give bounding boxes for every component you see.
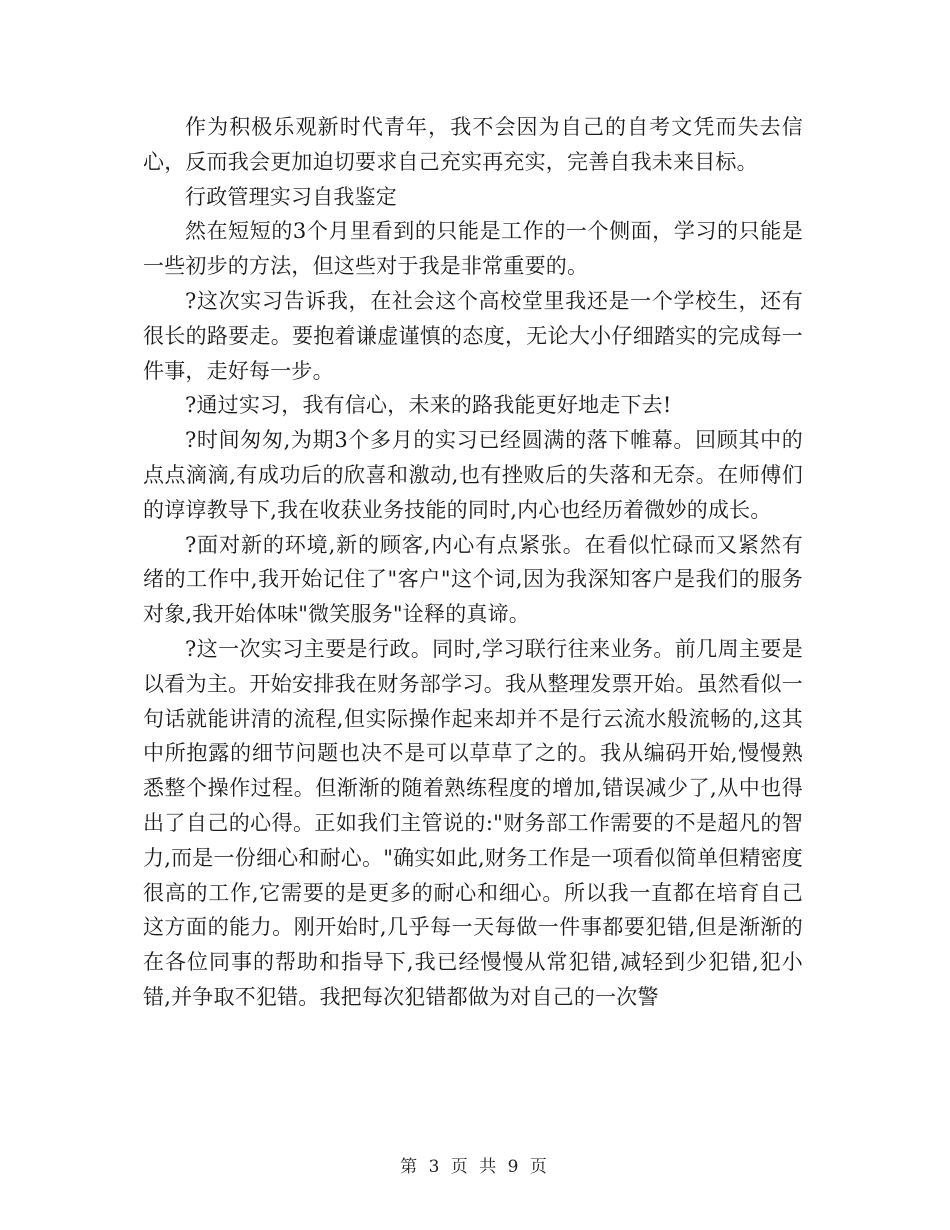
paragraph: ?时间匆匆,为期3个多月的实习已经圆满的落下帷幕。回顾其中的点点滴滴,有成功后的欣喜和激动,也有挫败后的失落和无奈。在师傅们的谆谆教导下,我在收获业务技能的同时,内心也经历着微妙的成长。 xyxy=(143,428,803,522)
page-number-footer: 第 3 页 共 9 页 xyxy=(400,1157,550,1177)
paragraph: ?面对新的环境,新的顾客,内心有点紧张。在看似忙碌而又紧然有绪的工作中,我开始记住了"客户"这个词,因为我深知客户是我们的服务对象,我开始体味"微笑服务"诠释的真谛。 xyxy=(143,532,803,627)
paragraph: 然在短短的3个月里看到的只能是工作的一个侧面，学习的只能是一些初步的方法，但这些对于我是非常重要的。 xyxy=(143,219,803,279)
paragraph: ?这一次实习主要是行政。同时,学习联行往来业务。前几周主要是以看为主。开始安排我在财务部学习。我从整理发票开始。虽然看似一句话就能讲清的流程,但实际操作起来却并不是行云流水般流畅的,这其中所抱露的细节问题也决不是可以草草了之的。我从编码开始,慢慢熟悉整个操作过程。但渐渐的随着熟练程度的增加,错误减少了,从中也得出了自己的心得。正如我们主管说的:"财务部工作需要的不是超凡的智力,而是一份细心和耐心。"确实如此,财务工作是一项看似简单但精密度很高的工作,它需要的是更多的耐心和细心。所以我一直都在培育自己这方面的能力。刚开始时,几乎每一天每做一件事都要犯错,但是渐渐的在各位同事的帮助和指导下,我已经慢慢从常犯错,减轻到少犯错,犯小错,并争取不犯错。我把每次犯错都做为对自己的一次警 xyxy=(143,636,803,1009)
paragraph: 作为积极乐观新时代青年，我不会因为自己的自考文凭而失去信心，反而我会更加迫切要求自己充实再充实，完善自我未来目标。 xyxy=(143,115,803,174)
paragraph: ?这次实习告诉我，在社会这个高校堂里我还是一个学校生，还有很长的路要走。要抱着谦虚谨慎的态度，无论大小仔细踏实的完成每一件事，走好每一步。 xyxy=(143,288,803,383)
paragraph: ?通过实习，我有信心，未来的路我能更好地走下去! xyxy=(185,393,672,418)
document-body xyxy=(143,110,803,1015)
section-heading: 行政管理实习自我鉴定 xyxy=(185,184,397,209)
